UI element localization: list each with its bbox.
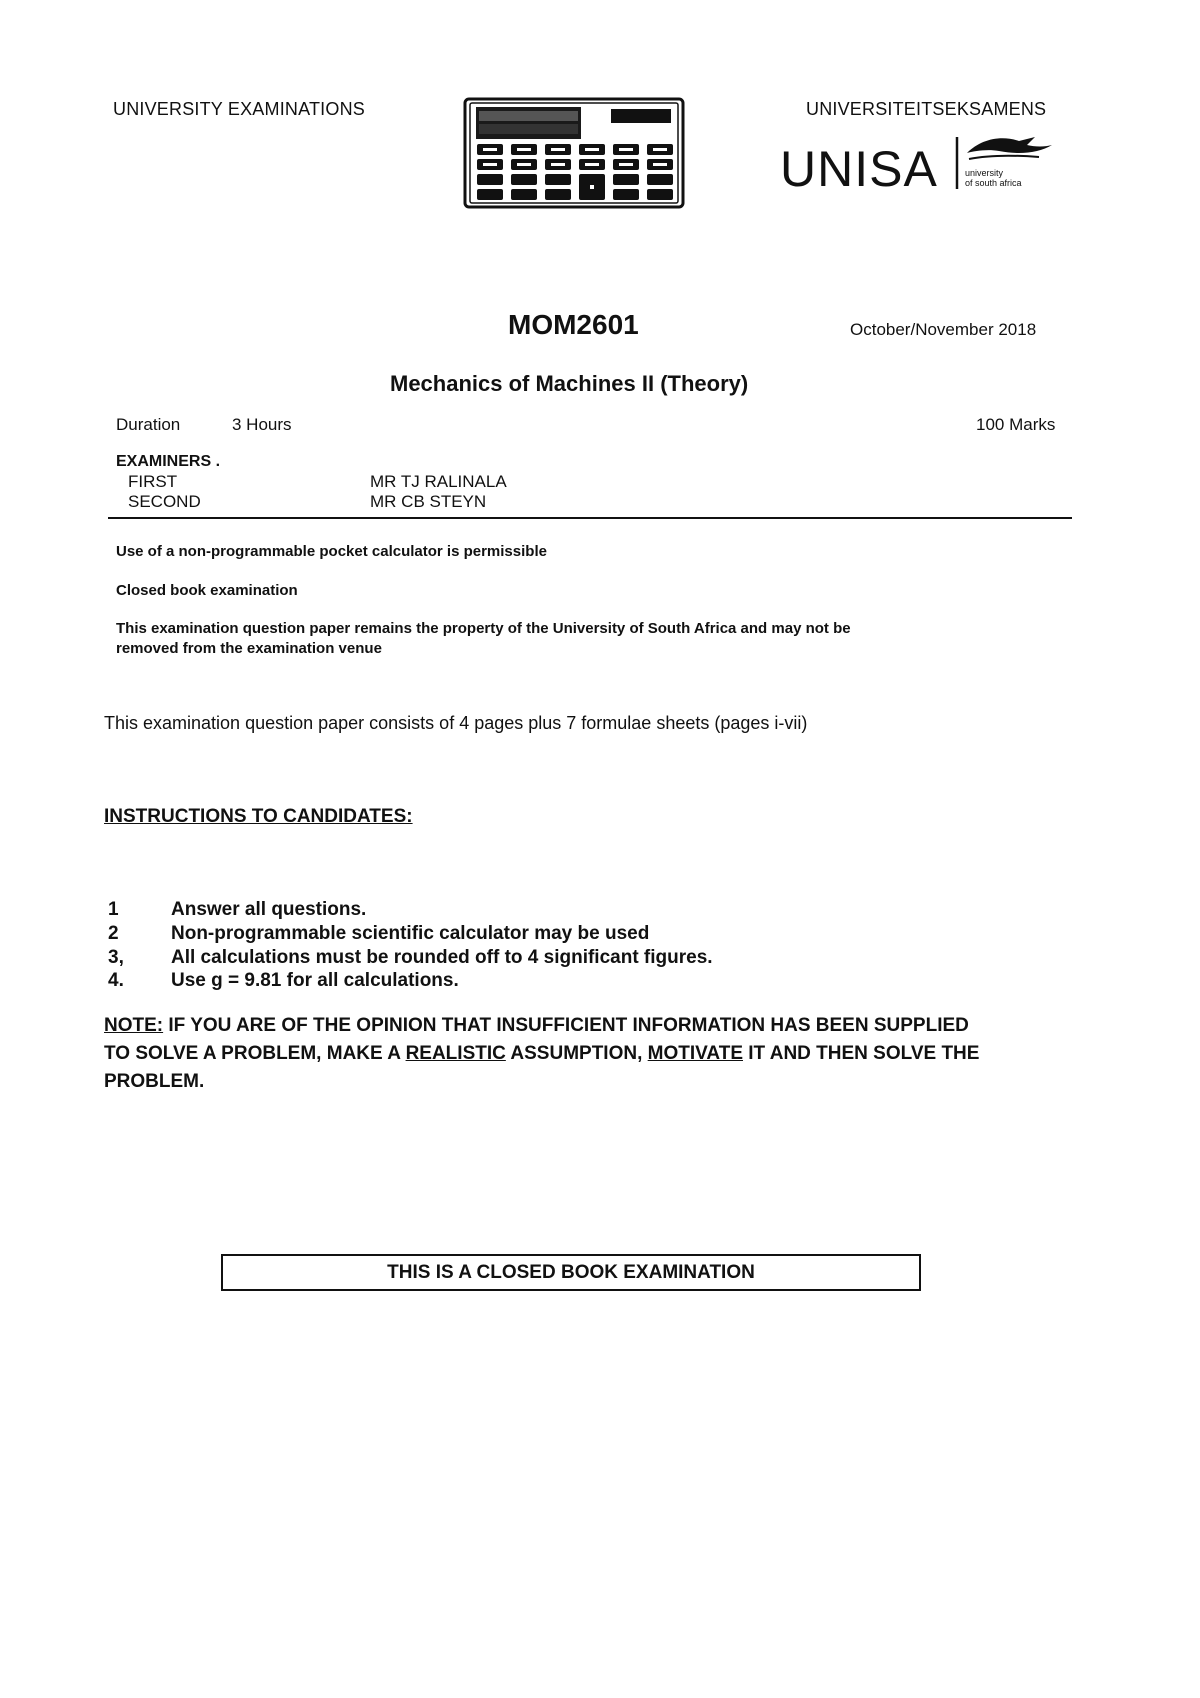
note-text-4: IT AND THEN SOLVE THE bbox=[743, 1043, 980, 1064]
note-label: NOTE: bbox=[104, 1015, 164, 1036]
note-realistic: REALISTIC bbox=[405, 1043, 506, 1064]
duration-value: 3 Hours bbox=[232, 415, 292, 434]
instructions-heading: INSTRUCTIONS TO CANDIDATES: bbox=[104, 806, 413, 827]
note-line-1 bbox=[104, 1012, 1084, 1040]
note-text-5: PROBLEM. bbox=[104, 1071, 205, 1092]
unisa-tagline-1: university bbox=[965, 168, 1004, 178]
note-motivate: MOTIVATE bbox=[647, 1043, 743, 1064]
notice-closed-book: Closed book examination bbox=[116, 582, 298, 599]
closed-book-box bbox=[221, 1254, 921, 1291]
unisa-wordmark: UNISA bbox=[780, 141, 938, 197]
notice-property-line2: removed from the examination venue bbox=[116, 640, 382, 657]
course-code: MOM2601 bbox=[508, 309, 639, 340]
second-examiner-name: MR CB STEYN bbox=[370, 492, 487, 511]
course-title: Mechanics of Machines II (Theory) bbox=[390, 371, 749, 396]
notice-property-line1: This examination question paper remains the property of the University of South Africa and may not be bbox=[116, 620, 851, 637]
instruction-text-4: Use g = 9.81 for all calculations. bbox=[171, 970, 459, 991]
instruction-num-1: 1 bbox=[108, 899, 119, 920]
exam-date: October/November 2018 bbox=[850, 320, 1037, 339]
header-left: UNIVERSITY EXAMINATIONS bbox=[113, 99, 365, 119]
unisa-tagline-2: of south africa bbox=[965, 178, 1022, 188]
instruction-num-4: 4. bbox=[108, 970, 124, 991]
duration-label: Duration bbox=[116, 415, 181, 434]
first-examiner-name: MR TJ RALINALA bbox=[370, 472, 507, 491]
first-examiner-label: FIRST bbox=[128, 472, 178, 491]
examiners-label: EXAMINERS . bbox=[116, 453, 221, 470]
instruction-num-2: 2 bbox=[108, 923, 119, 944]
second-examiner-label: SECOND bbox=[128, 492, 201, 511]
note-paragraph bbox=[104, 1012, 1084, 1096]
instruction-text-1: Answer all questions. bbox=[171, 899, 367, 920]
header-right: UNIVERSITEITSEKSAMENS bbox=[806, 99, 1047, 119]
note-line-3 bbox=[104, 1068, 1084, 1096]
note-text-3: ASSUMPTION, bbox=[505, 1043, 648, 1064]
notice-calculator: Use of a non-programmable pocket calculator is permissible bbox=[116, 543, 547, 560]
note-line-2 bbox=[104, 1040, 1084, 1068]
instruction-text-2: Non-programmable scientific calculator may be used bbox=[171, 923, 650, 944]
instruction-num-3: 3, bbox=[108, 947, 124, 968]
note-text-2: TO SOLVE A PROBLEM, MAKE A bbox=[104, 1043, 406, 1064]
header-divider bbox=[108, 517, 1072, 519]
page-count: This examination question paper consists of 4 pages plus 7 formulae sheets (pages i-vii) bbox=[104, 713, 808, 733]
closed-book-text: THIS IS A CLOSED BOOK EXAMINATION bbox=[387, 1261, 755, 1283]
note-text-1: IF YOU ARE OF THE OPINION THAT INSUFFICIENT INFORMATION HAS BEEN SUPPLIED bbox=[163, 1015, 969, 1036]
instruction-text-3: All calculations must be rounded off to 4 significant figures. bbox=[171, 947, 713, 968]
calculator-icon bbox=[463, 97, 685, 209]
total-marks: 100 Marks bbox=[976, 415, 1056, 434]
